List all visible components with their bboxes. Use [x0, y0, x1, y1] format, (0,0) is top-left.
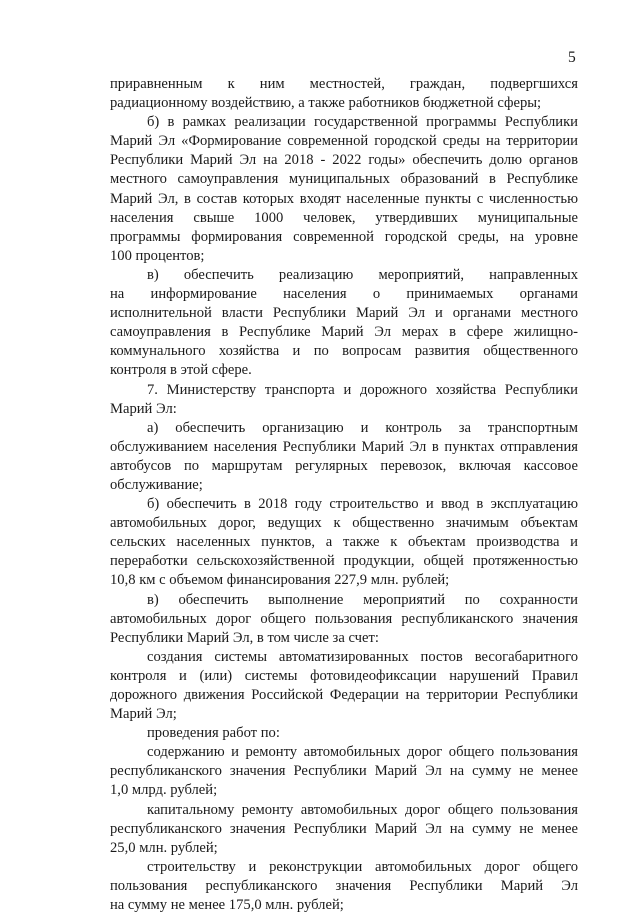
- text-line: на сумму не менее 175,0 млн. рублей;: [110, 897, 344, 914]
- text-line: на информирование населения о принимаемых органами: [110, 286, 578, 303]
- text-line: коммунального хозяйства и по вопросам развития общественного: [110, 343, 578, 360]
- text-line: 25,0 млн. рублей;: [110, 839, 218, 856]
- page-number: 5: [568, 49, 576, 66]
- text-line: 7. Министерству транспорта и дорожного хозяйства Республики: [147, 381, 578, 398]
- text-line: программы формирования современной городской среды, на уровне: [110, 228, 578, 245]
- text-line: исполнительной власти Республики Марий Эл и органами местного: [110, 305, 578, 322]
- text-line: в) обеспечить реализацию мероприятий, направленных: [147, 266, 578, 283]
- text-line: 10,8 км с объемом финансирования 227,9 млн. рублей;: [110, 572, 450, 589]
- text-line: Республики Марий Эл, в том числе за счет:: [110, 629, 379, 646]
- text-line: населения свыше 1000 человек, утвердивших муниципальные: [110, 209, 578, 226]
- text-line: обслуживанием населения Республики Марий Эл в пунктах отправления: [110, 438, 578, 455]
- text-line: переработки сельскохозяйственной продукции, общей протяженностью: [110, 553, 578, 570]
- text-line: местного самоуправления муниципальных образований в Республике: [110, 171, 578, 188]
- text-line: республиканского значения Республики Марий Эл на сумму не менее: [110, 763, 578, 780]
- text-line: радиационному воздействию, а также работников бюджетной сферы;: [110, 95, 542, 112]
- text-line: пользования республиканского значения Республики Марий Эл: [110, 877, 578, 894]
- text-line: Марий Эл;: [110, 706, 177, 723]
- text-line: контроля и (или) системы фотовидеофиксации нарушений Правил: [110, 667, 578, 684]
- text-line: Марий Эл, в состав которых входят населенные пункты с численностью: [110, 190, 578, 207]
- text-line: приравненным к ним местностей, граждан, подвергшихся: [110, 76, 578, 92]
- text-line: 1,0 млрд. рублей;: [110, 782, 218, 799]
- text-line: проведения работ по:: [147, 725, 280, 742]
- text-line: б) обеспечить в 2018 году строительство и ввод в эксплуатацию: [147, 496, 578, 513]
- text-line: Марий Эл:: [110, 400, 177, 417]
- text-line: создания системы автоматизированных постов весогабаритного: [147, 648, 578, 665]
- text-line: сельских населенных пунктов, а также к объектам производства и: [110, 534, 578, 551]
- text-line: автомобильных дорог общего пользования республиканского значения: [110, 610, 578, 627]
- text-line: в) обеспечить выполнение мероприятий по сохранности: [147, 591, 578, 608]
- text-line: 100 процентов;: [110, 247, 205, 264]
- text-line: строительству и реконструкции автомобильных дорог общего: [147, 858, 578, 875]
- text-line: самоуправления в Республике Марий Эл мерах в сфере жилищно-: [110, 324, 578, 341]
- text-line: а) обеспечить организацию и контроль за транспортным: [147, 419, 578, 436]
- text-line: автобусов по маршрутам регулярных перевозок, включая кассовое: [110, 457, 578, 474]
- text-line: капитальному ремонту автомобильных дорог общего пользования: [147, 801, 578, 818]
- text-line: автомобильных дорог, ведущих к общественно значимым объектам: [110, 515, 578, 532]
- text-line: Марий Эл «Формирование современной городской среды на территории: [110, 133, 578, 150]
- document-body: [110, 75, 578, 915]
- text-line: обслуживание;: [110, 476, 203, 493]
- text-line: контроля в этой сфере.: [110, 362, 252, 379]
- text-line: республиканского значения Республики Марий Эл на сумму не менее: [110, 820, 578, 837]
- text-line: дорожного движения Российской Федерации на территории Республики: [110, 687, 578, 703]
- text-line: Республики Марий Эл на 2018 - 2022 годы» обеспечить долю органов: [110, 152, 578, 169]
- text-line: содержанию и ремонту автомобильных дорог общего пользования: [147, 744, 578, 761]
- text-line: б) в рамках реализации государственной программы Республики: [147, 114, 578, 131]
